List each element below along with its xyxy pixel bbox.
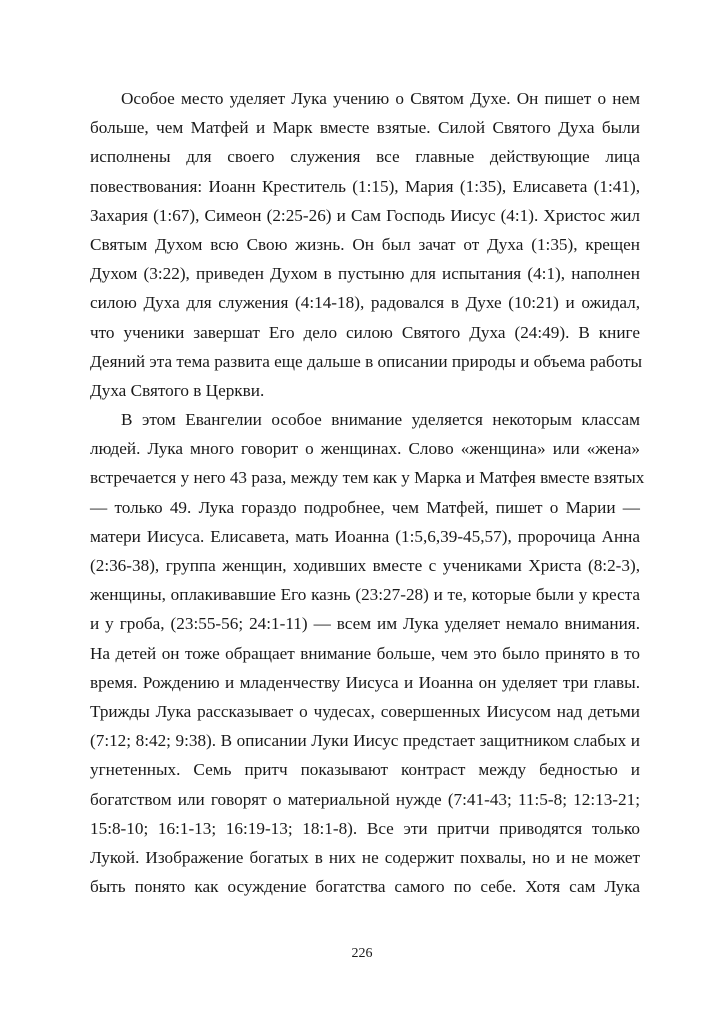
- text-line: Святым Духом всю Свою жизнь. Он был зачат от Духа (1:35), крещен: [90, 234, 640, 254]
- paragraph: [90, 405, 645, 901]
- text-line: (7:12; 8:42; 9:38). В описании Луки Иисус предстает защитником слабых и: [90, 731, 640, 751]
- paragraph: [90, 84, 643, 405]
- text-line: время. Рождению и младенчеству Иисуса и Иоанна он уделяет три главы.: [90, 672, 640, 692]
- text-line: силою Духа для служения (4:14-18), радовался в Духе (10:21) и ожидал,: [90, 293, 640, 313]
- text-line: быть понято как осуждение богатства самого по себе. Хотя сам Лука: [90, 877, 640, 897]
- text-line: Духом (3:22), приведен Духом в пустыню для испытания (4:1), наполнен: [90, 264, 640, 284]
- text-line: Захария (1:67), Симеон (2:25-26) и Сам Господь Иисус (4:1). Христос жил: [90, 205, 640, 225]
- text-line: женщины, оплакивавшие Его казнь (23:27-28) и те, которые были у креста: [90, 585, 640, 605]
- text-line: Лукой. Изображение богатых в них не содержит похвалы, но и не может: [90, 847, 640, 867]
- text-line: исполнены для своего служения все главные действующие лица: [90, 147, 640, 167]
- text-line: (2:36-38), группа женщин, ходивших вместе с учениками Христа (8:2-3),: [90, 556, 640, 575]
- text-line: повествования: Иоанн Креститель (1:15), Мария (1:35), Елисавета (1:41),: [90, 176, 640, 196]
- text-line: Деяний эта тема развита еще дальше в описании природы и объема работы: [90, 351, 643, 371]
- text-line: встречается у него 43 раза, между тем как у Марка и Матфея вместе взятых: [90, 468, 645, 488]
- text-line: — только 49. Лука гораздо подробнее, чем Матфей, пишет о Марии —: [90, 497, 640, 517]
- text-line: и у гроба, (23:55-56; 24:1-11) — всем им Лука уделяет немало внимания.: [90, 614, 640, 634]
- text-line: В этом Евангелии особое внимание уделяется некоторым классам: [121, 410, 640, 430]
- text-line: матери Иисуса. Елисавета, мать Иоанна (1:5,6,39-45,57), пророчица Анна: [90, 526, 640, 546]
- document-body: [90, 84, 645, 901]
- text-line: Духа Святого в Церкви.: [90, 380, 265, 400]
- text-line: что ученики завершат Его дело силою Святого Духа (24:49). В книге: [90, 322, 640, 342]
- text-line: Трижды Лука рассказывает о чудесах, совершенных Иисусом над детьми: [90, 701, 640, 721]
- page-number: 226: [351, 946, 373, 961]
- text-line: Особое место уделяет Лука учению о Святом Духе. Он пишет о нем: [121, 89, 640, 108]
- text-line: больше, чем Матфей и Марк вместе взятые. Силой Святого Духа были: [90, 118, 640, 138]
- text-line: 15:8-10; 16:1-13; 16:19-13; 18:1-8). Все эти притчи приводятся только: [90, 818, 640, 838]
- text-line: людей. Лука много говорит о женщинах. Слово «женщина» или «жена»: [90, 439, 640, 459]
- text-line: угнетенных. Семь притч показывают контраст между бедностью и: [90, 760, 640, 780]
- text-line: На детей он тоже обращает внимание больше, чем это было принято в то: [90, 643, 640, 663]
- text-line: богатством или говорят о материальной нужде (7:41-43; 11:5-8; 12:13-21;: [90, 789, 640, 809]
